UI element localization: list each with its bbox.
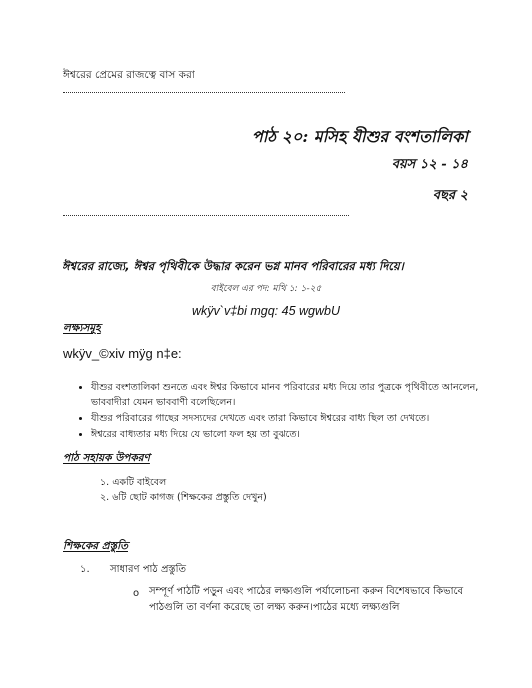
hollow-bullet-icon: o xyxy=(133,588,140,599)
year-label: বছর ২ xyxy=(432,188,468,203)
dotted-divider-bottom xyxy=(63,215,349,216)
objective-item: • ঈশ্বরের বাধ্যতার মধ্য দিয়ে যে ভালো ফল হয় তা বুঝতে। xyxy=(91,427,491,442)
materials-heading: পাঠ সহায়ক উপকরণ xyxy=(63,452,150,464)
material-item: ১. একটি বাইবেল xyxy=(100,477,167,488)
dotted-divider-top xyxy=(63,92,345,93)
prep-sub-text: সম্পূর্ণ পাঠটি পড়ুন এবং পাঠের লক্ষ্যগুলি পর্যালোচনা করুন বিশেষভাবে কিভাবে পাঠগুলি তা বর্ণনা করেছে তা লক্ষ্য করুন।পাঠের মধ্যে লক্ষ্যগুলি xyxy=(149,586,464,613)
prep-item xyxy=(80,562,186,579)
material-item: ২. ৬টি ছোট কাগজ (শিক্ষকের প্রস্তুতি দেখুন) xyxy=(100,492,267,503)
objectives-main-goal: wkÿv_©xiv mÿg n‡e: xyxy=(63,346,182,361)
materials-list xyxy=(100,475,267,505)
prep-item-label: সাধারণ পাঠ প্রস্তুতি xyxy=(110,564,186,575)
objective-item: • যীশুর বংশতালিকা শুনতে এবং ঈশ্বর কিভাবে মানব পরিবারের মধ্য দিয়ে তার পুত্রকে পৃথিবীতে আনলেন, ভাববাদীরা যেমন ভাববাণী বলেছিলেন। xyxy=(91,380,491,410)
memory-verse: wkÿv`v‡bi mgq: 45 wgwbU xyxy=(192,304,340,318)
prep-item-number: ১. xyxy=(80,564,90,575)
age-range: বয়স ১২ - ১৪ xyxy=(391,157,468,172)
objectives-list xyxy=(77,380,491,443)
lesson-title: পাঠ ২০: মসিহ যীশুর বংশতালিকা xyxy=(251,127,468,146)
objectives-heading: লক্ষ্যসমূহ xyxy=(63,322,101,334)
lesson-theme: ঈশ্বরের রাজ্যে, ঈশ্বর পৃথিবীকে উদ্ধার করেন ভগ্ন মানব পরিবারের মধ্য দিয়ে। xyxy=(62,259,404,273)
series-title: ঈশ্বরের প্রেমের রাজত্বে বাস করা xyxy=(63,69,195,81)
objective-item: • যীশুর পরিবারের গাছের সদস্যদের দেখতে এবং তারা কিভাবে ঈশ্বরের বাধ্য ছিল তা দেখতে। xyxy=(91,411,491,426)
teacher-prep-heading: শিক্ষকের প্রস্তুতি xyxy=(63,540,128,552)
bible-reference: বাইবেল এর পদ: মথি ১: ১-২৫ xyxy=(210,284,322,294)
